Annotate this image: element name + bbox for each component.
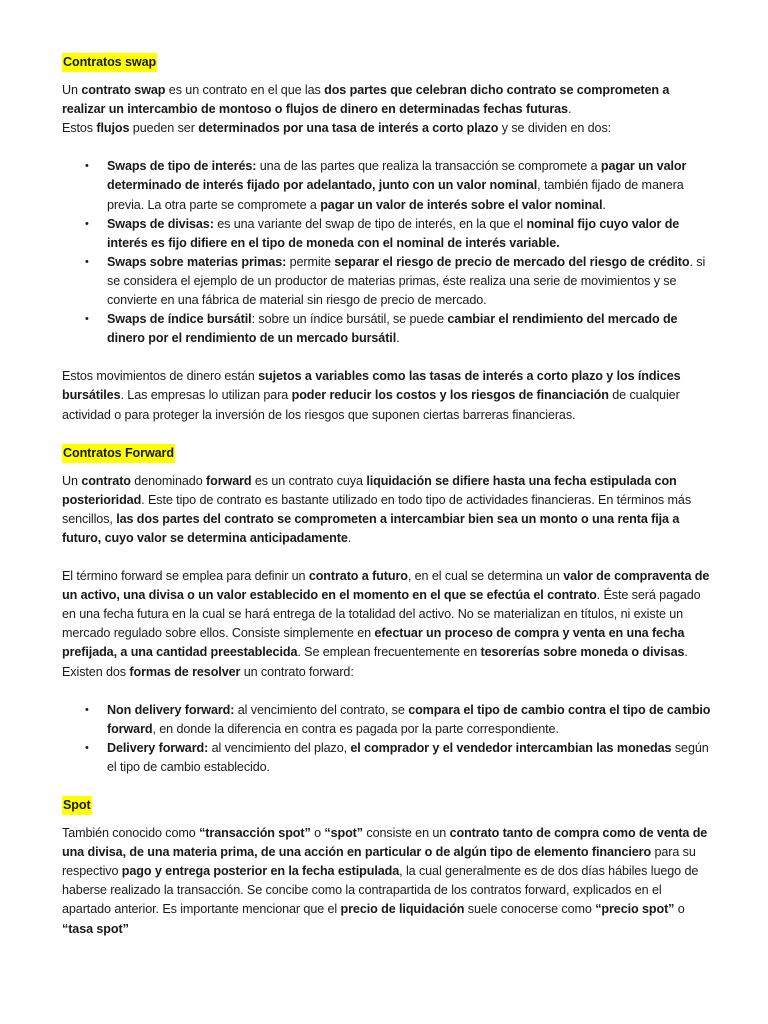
- text-run: según el tipo de cambio establecido.: [107, 740, 709, 774]
- section-heading: Contratos swap: [62, 53, 157, 72]
- list-item: [62, 157, 712, 214]
- text-run: .: [347, 530, 352, 545]
- bold-text: precio de liquidación: [340, 902, 465, 917]
- section-heading-row: [62, 444, 712, 463]
- bold-text: Swaps sobre materias primas:: [107, 254, 287, 269]
- text-run: El término forward se emplea para definir un: [62, 569, 309, 584]
- bullet-icon: •: [85, 313, 89, 326]
- text-run: . Se emplean frecuentemente en: [297, 645, 481, 660]
- text-run: o: [310, 826, 325, 841]
- text-run: un contrato forward:: [240, 664, 354, 679]
- text-run: denominado: [130, 473, 207, 488]
- list-item: [62, 701, 712, 739]
- bold-text: contrato: [81, 473, 131, 488]
- bold-text: cambiar el rendimiento del mercado de dinero por el rendimiento de un mercado bursátil: [107, 312, 678, 346]
- text-run: y se dividen en dos:: [498, 121, 612, 136]
- text-run: .: [602, 197, 606, 212]
- bold-text: liquidación se difiere hasta una fecha estipulada con posterioridad: [62, 473, 677, 507]
- text-run: , también fijado de manera previa. La otra parte se compromete a: [107, 178, 684, 212]
- bold-text: “precio spot”: [595, 902, 675, 917]
- text-run: es un contrato cuya: [251, 473, 367, 488]
- bold-text: contrato tanto de compra como de venta de una divisa, de una materia prima, de una acción en particular o de algún tipo de elemento financiero: [62, 826, 708, 860]
- bullet-icon: •: [85, 703, 89, 716]
- bold-text: forward: [206, 473, 252, 488]
- text-run: suele conocerse como: [464, 902, 596, 917]
- text-run: Estos: [62, 121, 97, 136]
- list-item: [62, 739, 712, 777]
- bold-text: el comprador y el vendedor intercambian las monedas: [350, 740, 672, 755]
- section-heading: Spot: [62, 796, 92, 815]
- section-heading: Contratos Forward: [62, 444, 175, 463]
- text-run: .: [567, 102, 572, 117]
- paragraph: [62, 81, 712, 119]
- bold-text: flujos: [96, 121, 130, 136]
- text-run: . Las empresas lo utilizan para: [120, 388, 292, 403]
- paragraph: [62, 824, 712, 939]
- paragraph: [62, 367, 712, 424]
- paragraph: [62, 119, 712, 138]
- text-run: Estos movimientos de dinero están: [62, 369, 259, 384]
- section: [62, 796, 712, 939]
- text-run: . Este tipo de contrato es bastante utilizado en todo tipo de actividades financieras. En términos más sencillos,: [62, 492, 692, 526]
- bold-text: Non delivery forward:: [107, 702, 235, 717]
- section: [62, 53, 712, 425]
- bullet-icon: •: [85, 217, 89, 230]
- bold-text: compara el tipo de cambio contra el tipo de cambio forward: [107, 702, 711, 736]
- text-run: .: [396, 331, 400, 346]
- text-run: , la cual generalmente es de dos días hábiles luego de haberse realizado la transacción. Se concibe como la contrapartida de los contratos forward, explicados en el apartado anterior. Es importante mencionar que el: [62, 864, 699, 917]
- bold-text: valor de compraventa de un activo, una divisa o un valor establecido en el momento en el que se efectúa el contrato: [62, 569, 710, 603]
- text-run: de cualquier actividad o para proteger la inversión de los riesgos que suponen ciertas barreras financieras.: [62, 388, 680, 422]
- bold-text: poder reducir los costos y los riesgos de financiación: [291, 388, 609, 403]
- text-run: una de las partes que realiza la transacción se compromete a: [256, 159, 601, 174]
- text-run: al vencimiento del contrato, se: [234, 702, 409, 717]
- bold-text: Swaps de índice bursátil: [107, 312, 252, 327]
- section: [62, 444, 712, 777]
- bold-text: pago y entrega posterior en la fecha estipulada: [121, 864, 400, 879]
- text-run: , en donde la diferencia en contra es pagada por la parte correspondiente.: [152, 721, 559, 736]
- bullet-icon: •: [85, 160, 89, 173]
- text-run: Un: [62, 83, 82, 98]
- text-run: pueden ser: [129, 121, 199, 136]
- bold-text: formas de resolver: [129, 664, 241, 679]
- list-item: [62, 215, 712, 253]
- text-run: al vencimiento del plazo,: [208, 740, 351, 755]
- bold-text: sujetos a variables como las tasas de interés a corto plazo y los índices bursátiles: [62, 369, 681, 403]
- document-page: [62, 53, 712, 958]
- text-run: . Existen dos: [62, 645, 688, 679]
- bold-text: nominal fijo cuyo valor de interés es fijo difiere en el tipo de moneda con el nominal de interés variable.: [107, 216, 680, 250]
- bullet-list: [62, 701, 712, 777]
- text-run: También conocido como: [62, 826, 200, 841]
- bold-text: dos partes que celebran dicho contrato se comprometen a realizar un intercambio de montoso o flujos de dinero en determinadas fechas futuras: [62, 83, 670, 117]
- text-run: es una variante del swap de tipo de interés, en la que el: [213, 216, 527, 231]
- text-run: . Éste será pagado en una fecha futura en la cual se hará entrega de la totalidad del activo. No se materializan en títulos, ni existe un mercado regulado sobre ellos. Consiste simplemente en: [62, 588, 701, 641]
- bold-text: contrato a futuro: [308, 569, 408, 584]
- bold-text: Swaps de divisas:: [107, 216, 214, 231]
- bold-text: pagar un valor de interés sobre el valor nominal: [320, 197, 603, 212]
- bold-text: tesorerías sobre moneda o divisas: [480, 645, 685, 660]
- bold-text: separar el riesgo de precio de mercado del riesgo de crédito: [334, 254, 690, 269]
- text-run: consiste en un: [362, 826, 450, 841]
- bold-text: pagar un valor determinado de interés fijado por adelantado, junto con un valor nominal: [107, 159, 687, 193]
- text-run: o: [674, 902, 685, 917]
- text-run: Un: [62, 473, 82, 488]
- text-run: permite: [286, 254, 335, 269]
- text-run: para su respectivo: [62, 845, 696, 879]
- text-run: . si se considera el ejemplo de un productor de materias primas, éste realiza una serie de movimientos y se convierte en una fábrica de material sin riesgo de precio de mercado.: [107, 254, 706, 308]
- paragraph: [62, 567, 712, 682]
- bullet-list: [62, 157, 712, 348]
- bold-text: las dos partes del contrato se comprometen a intercambiar bien sea un monto o una renta fija a futuro, cuyo valor se determina anticipadamente: [62, 511, 680, 545]
- bullet-icon: •: [85, 255, 89, 268]
- bold-text: “tasa spot”: [62, 921, 129, 936]
- bold-text: determinados por una tasa de interés a corto plazo: [198, 121, 499, 136]
- bold-text: Delivery forward:: [107, 740, 209, 755]
- section-heading-row: [62, 796, 712, 815]
- bold-text: contrato swap: [81, 83, 166, 98]
- text-run: es un contrato en el que las: [165, 83, 325, 98]
- bullet-icon: •: [85, 741, 89, 754]
- section-heading-row: [62, 53, 712, 72]
- bold-text: efectuar un proceso de compra y venta en una fecha prefijada, a una cantidad preestablecida: [62, 626, 685, 660]
- list-item: [62, 310, 712, 348]
- bold-text: “spot”: [324, 826, 363, 841]
- bold-text: “transacción spot”: [199, 826, 311, 841]
- list-item: [62, 253, 712, 310]
- text-run: : sobre un índice bursátil, se puede: [251, 312, 448, 327]
- text-run: , en el cual se determina un: [407, 569, 564, 584]
- paragraph: [62, 472, 712, 548]
- bold-text: Swaps de tipo de interés:: [107, 159, 257, 174]
